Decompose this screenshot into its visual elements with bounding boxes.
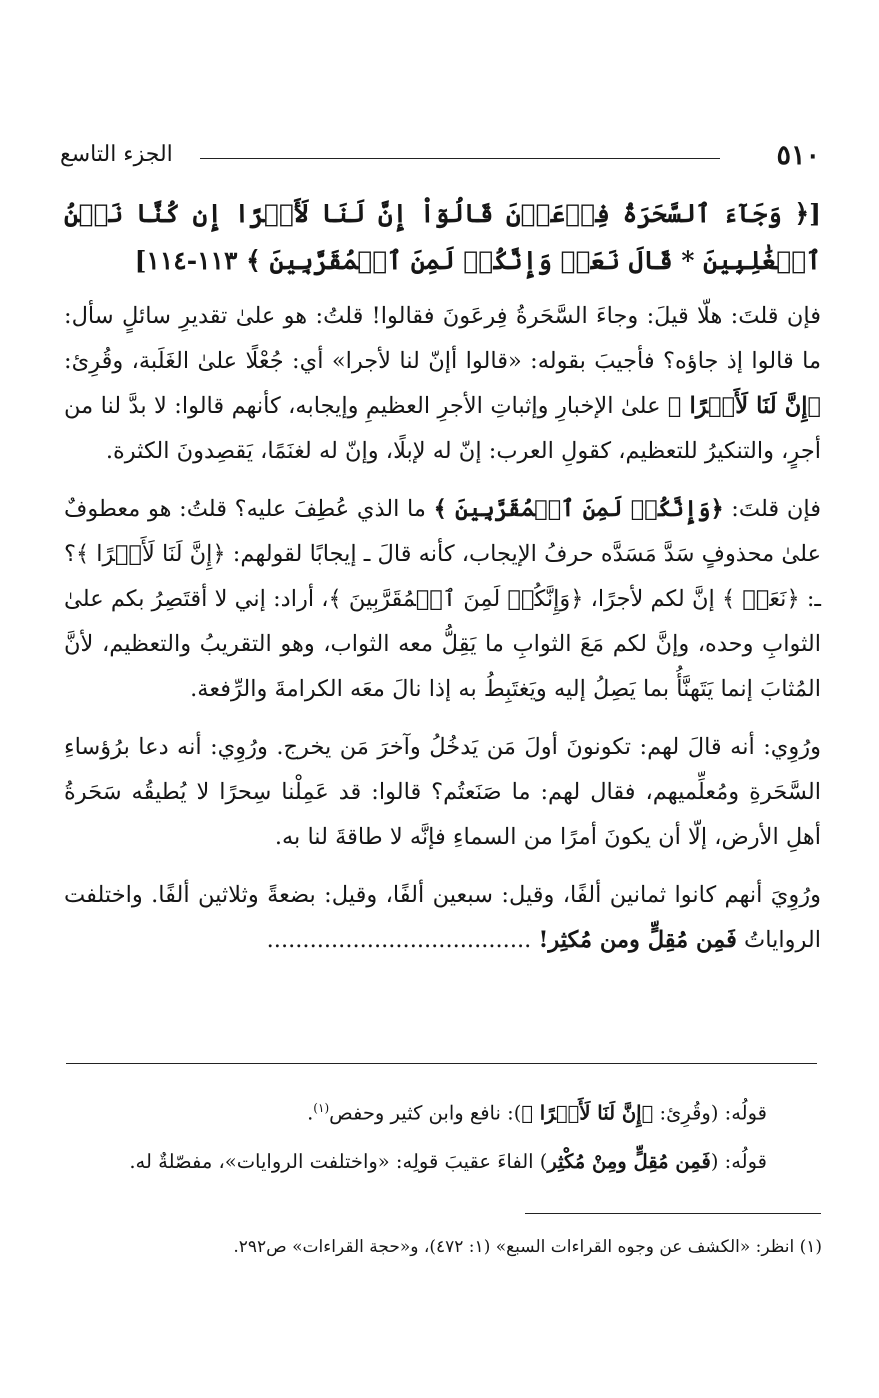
quran-quote: ﴿وَإِنَّكُمۡ لَمِنَ ٱلۡمُقَرَّبِينَ ﴾ [433,496,724,522]
note-text: ): نافع وابن كثير وحفص [329,1101,522,1125]
dotted-leader: ..................................... [266,927,539,953]
note-text: قولُه: (وقُرِئ: [653,1101,767,1125]
main-text [64,190,821,976]
running-title: الجزء التاسع [60,142,173,167]
paragraph-text: ورُوِي: أنه قالَ لهم: تكونونَ أولَ مَن يَدخُلُ وآخرَ مَن يخرج. ورُوِي: أنه دعا برُؤساءِ السَّحَرةِ ومُعلِّميهم، فقال لهم: ما صَنَعتُم؟ قالوا: قد عَمِلْنا سِحرًا لا يُطيقُه سَحَرةُ أهلِ الأرض، إلّا أن يكونَ أمرًا من السماءِ فإنَّه لا طاقةَ لنا به. [64,734,821,850]
commentary-note [64,1084,767,1138]
paragraph [64,487,821,712]
paragraph-text: ما الذي عُطِفَ عليه؟ قلتُ: هو معطوفٌ علىٰ محذوفٍ سَدَّ مَسَدَّه حرفُ الإيجاب، كأنه قالَ ـ إيجابًا لقولهم: ﴿إِنَّ لَنَا لَأَجۡرًا ﴾؟ ـ: ﴿نَعَمۡ ﴾ إنَّ لكم لأجرًا، ﴿وَإِنَّكُمۡ لَمِنَ ٱلۡمُقَرَّبِينَ ﴾، أراد: إني لا أقتَصِرُ بكم علىٰ الثوابِ وحده، وإنَّ لكم مَعَ الثوابِ ما يَقِلُّ معه الثواب، وهو التقريبُ والتعظيم، لأنَّ المُثابَ إنما يَتَهنَّأُ بما يَصِلُ إليه ويَغتَبِطُ به إذا نالَ معَه الكرامةَ والرِّفعة. [64,496,821,702]
commentary-notes [64,1084,767,1186]
footnote-reference[interactable]: (١) [313,1101,330,1115]
note-text: قولُه: ( [710,1149,767,1173]
paragraph-text: فإن قلتَ: هلّا قيلَ: وجاءَ السَّحَرةُ فِرعَونَ فقالوا! قلتُ: هو علىٰ تقديرِ سائلٍ سأل: ما قالوا إذ جاؤه؟ فأجيبَ بقوله: «قالوا أإنّ لنا لأجرا» أي: جُعْلًا علىٰ الغَلَبة، وقُرِئ: [64,303,821,374]
paragraph-text: علىٰ الإخبارِ وإثباتِ الأجرِ العظيمِ وإيجابه، كأنهم قالوا: لا بدَّ لنا من أجرٍ، والتنكيرُ للتعظيم، كقولِ العرب: إنّ له لإبلًا، وإنّ له لغنَمًا، يَقصِدونَ الكثرة. [64,393,821,464]
commentary-note [64,1138,767,1186]
note-text: . [307,1101,314,1125]
quran-quote: ﴿إِنَّ لَنَا لَأَجۡرًا ﴾ [521,1101,654,1125]
paragraph [64,294,821,474]
footnote: (١) انظر: «الكشف عن وجوه القراءات السبع» (١: ٤٧٢)، و«حجة القراءات» ص٢٩٢. [233,1237,822,1257]
page-header [60,140,820,180]
paragraph-text: فإن قلتَ: [723,496,821,522]
highlighted-phrase: فَمِن مُقِلٍّ ومن مُكثِر! [538,927,737,953]
paragraph [64,873,821,963]
quran-verse: [﴿ وَجَآءَ ٱلسَّحَرَةُ فِرۡعَوۡنَ قَالُوٓاْ إِنَّ لَنَا لَأَجۡرًا إِن كُنَّا نَحۡنُ ٱلۡغَٰلِبِينَ * قَالَ نَعَمۡ وَإِنَّكُمۡ لَمِنَ ٱلۡمُقَرَّبِينَ ﴾ ١١٣-١١٤] [64,199,821,275]
page-number: ٥١٠ [776,140,820,171]
paragraph-text: ورُوِيَ أنهم كانوا ثمانين ألفًا، وقيل: سبعين ألفًا، وقيل: بضعةً وثلاثين ألفًا. واختلفت الرواياتُ [64,882,821,953]
quran-quote: ﴿إِنَّ لَنَا لَأَجۡرًا ﴾ [667,393,821,419]
paragraph [64,725,821,860]
commentary-separator [66,1063,817,1064]
quoted-phrase: فَمِن مُقِلٍّ ومِنْ مُكْثِر [547,1149,711,1173]
header-rule [200,158,720,159]
note-text: ) الفاءَ عقيبَ قولِه: «واختلفت الروايات»، مفصّلةٌ له. [129,1149,548,1173]
footnote-separator [525,1213,821,1214]
